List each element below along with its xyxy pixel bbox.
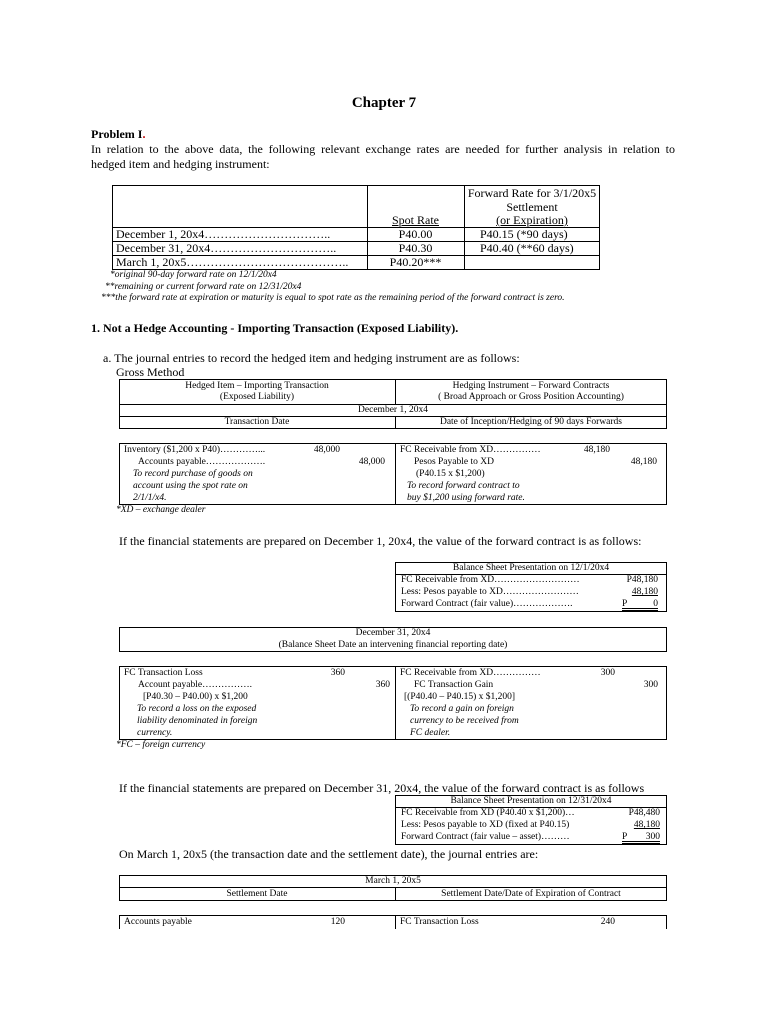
rate-row-spot: P40.30 bbox=[398, 241, 433, 255]
bs-amount: 0 bbox=[653, 599, 658, 609]
je-credit-amount: 300 bbox=[643, 680, 658, 690]
inception-date-label: Date of Inception/Hedging of 90 days Forwards bbox=[439, 417, 623, 427]
je-line: Inventory ($1,200 x P40)…………... bbox=[124, 445, 266, 455]
hedged-item-subtitle: (Exposed Liability) bbox=[219, 392, 295, 402]
je-line: Accounts payable………………. bbox=[138, 457, 266, 467]
je-explanation: currency. bbox=[137, 728, 173, 738]
je-note: *XD – exchange dealer bbox=[116, 505, 206, 515]
header-spot-rate: Spot Rate bbox=[392, 213, 439, 227]
je-explanation: To record a loss on the exposed bbox=[137, 704, 257, 714]
je-credit-amount: 48,180 bbox=[630, 457, 657, 467]
paragraph-a: a. The journal entries to record the hedged item and hedging instrument are as follows: bbox=[103, 351, 520, 365]
header-forward-rate-3: (or Expiration) bbox=[496, 213, 568, 227]
paragraph-d: On March 1, 20x5 (the transaction date and the settlement date), the journal entries are: bbox=[119, 847, 539, 861]
header-date: December 1, 20x4 bbox=[358, 405, 428, 415]
je3-divider bbox=[395, 915, 396, 929]
bs-amount: 48,180 bbox=[631, 587, 658, 597]
hedging-instrument-subtitle: ( Broad Approach or Gross Position Accounting) bbox=[438, 392, 624, 402]
header-date: December 31, 20x4 bbox=[355, 628, 431, 638]
problem-dot: . bbox=[142, 127, 146, 141]
je-explanation: FC dealer. bbox=[410, 728, 451, 738]
je3-top-line bbox=[119, 915, 667, 916]
rates-note-1: *original 90-day forward rate on 12/1/20x4 bbox=[110, 270, 277, 280]
paragraph-b: If the financial statements are prepared on December 1, 20x4, the value of the forward contract is as follows: bbox=[119, 534, 642, 548]
je-line: FC Transaction Loss bbox=[400, 917, 479, 927]
bs-line: FC Receivable from XD……………………… bbox=[401, 575, 580, 585]
je-line: FC Receivable from XD…………… bbox=[400, 668, 541, 678]
hedging-instrument-title: Hedging Instrument – Forward Contracts bbox=[452, 381, 610, 391]
header-forward-rate-2: Settlement bbox=[506, 200, 558, 214]
expiration-date-label: Settlement Date/Date of Expiration of Contract bbox=[441, 889, 621, 899]
rate-row-forward: P40.40 (**60 days) bbox=[480, 241, 574, 255]
header-date: March 1, 20x5 bbox=[365, 876, 421, 886]
rate-row-date: December 31, 20x4………………………….. bbox=[116, 241, 337, 255]
je-explanation: buy $1,200 using forward rate. bbox=[407, 493, 525, 503]
rate-row-date: March 1, 20x5………………………………….. bbox=[116, 255, 349, 269]
rates-note-2: **remaining or current forward rate on 12/31/20x4 bbox=[105, 282, 302, 292]
problem-heading bbox=[91, 127, 145, 141]
je-debit-amount: 48,180 bbox=[583, 445, 610, 455]
je-debit-amount: 48,000 bbox=[313, 445, 340, 455]
bs-line: Less: Pesos payable to XD (fixed at P40.15) bbox=[401, 820, 570, 830]
je-line: FC Transaction Loss bbox=[124, 668, 203, 678]
rate-row-date: December 1, 20x4………………………….. bbox=[116, 227, 331, 241]
bs-title: Balance Sheet Presentation on 12/31/20x4 bbox=[450, 796, 612, 806]
bs-currency: P bbox=[622, 599, 628, 609]
rates-note-3: ***the forward rate at expiration or maturity is equal to spot rate as the remaining period of the forward contract is zero. bbox=[101, 293, 565, 303]
rate-row-spot: P40.20*** bbox=[389, 255, 442, 269]
bs-amount: 48,180 bbox=[633, 820, 660, 830]
je-line: Pesos Payable to XD bbox=[414, 457, 494, 467]
je-line: FC Receivable from XD…………… bbox=[400, 445, 541, 455]
mar1-header-line bbox=[119, 887, 667, 888]
paragraph-c: If the financial statements are prepared on December 31, 20x4, the value of the forward contract is as follows bbox=[119, 781, 645, 795]
gross-method-label: Gross Method bbox=[116, 365, 185, 379]
problem-intro-line1: In relation to the above data, the following relevant exchange rates are needed for further analysis in relation to bbox=[91, 142, 675, 156]
chapter-title: Chapter 7 bbox=[351, 95, 417, 111]
je-credit-amount: 48,000 bbox=[358, 457, 385, 467]
bs-line: Less: Pesos payable to XD…………………… bbox=[401, 587, 579, 597]
settlement-date-label: Settlement Date bbox=[226, 889, 288, 899]
je-debit-amount: 360 bbox=[330, 668, 345, 678]
journal-entry-divider bbox=[395, 443, 396, 505]
transaction-date-label: Transaction Date bbox=[224, 417, 290, 427]
rate-row-forward: P40.15 (*90 days) bbox=[480, 227, 568, 241]
problem-intro-line2: hedged item and hedging instrument: bbox=[91, 157, 270, 171]
bs-total bbox=[622, 832, 660, 844]
je-explanation: To record purchase of goods on bbox=[133, 469, 253, 479]
section-1-title: 1. Not a Hedge Accounting - Importing Transaction (Exposed Liability). bbox=[91, 321, 459, 335]
bs-total bbox=[622, 599, 658, 611]
je-explanation: currency to be received from bbox=[410, 716, 519, 726]
je-line: Account payable……………. bbox=[138, 680, 252, 690]
je-credit-amount: 360 bbox=[375, 680, 390, 690]
je-line: FC Transaction Gain bbox=[414, 680, 494, 690]
bs-line: FC Receivable from XD (P40.40 x $1,200)… bbox=[401, 808, 575, 818]
bs-line: Forward Contract (fair value)………………. bbox=[401, 599, 573, 609]
je-line: [P40.30 – P40.00) x $1,200 bbox=[143, 692, 248, 702]
bs-amount: 300 bbox=[645, 832, 660, 842]
je3-left-edge bbox=[119, 915, 120, 929]
je-explanation: liability denominated in foreign bbox=[137, 716, 258, 726]
je-line: [(P40.40 – P40.15) x $1,200] bbox=[404, 692, 516, 702]
header-subtitle: (Balance Sheet Date an intervening financial reporting date) bbox=[278, 640, 508, 650]
journal-entry-divider-2 bbox=[395, 666, 396, 740]
bs-amount: P48,180 bbox=[626, 575, 658, 585]
je-line: (P40.15 x $1,200) bbox=[416, 469, 485, 479]
je-explanation: account using the spot rate on bbox=[133, 481, 248, 491]
bs-title: Balance Sheet Presentation on 12/1/20x4 bbox=[452, 563, 610, 573]
je-line: Accounts payable bbox=[124, 917, 192, 927]
bs-currency: P bbox=[622, 832, 628, 842]
je-debit-amount: 300 bbox=[600, 668, 615, 678]
je-explanation: To record forward contract to bbox=[407, 481, 520, 491]
je-explanation: To record a gain on foreign bbox=[410, 704, 514, 714]
je-debit-amount: 240 bbox=[600, 917, 615, 927]
je3-right-edge bbox=[666, 915, 667, 929]
hedged-item-title: Hedged Item – Importing Transaction bbox=[185, 381, 329, 391]
bs-line: Forward Contract (fair value – asset)……… bbox=[401, 832, 570, 842]
header-forward-rate-1: Forward Rate for 3/1/20x5 bbox=[467, 186, 597, 200]
rate-row-spot: P40.00 bbox=[398, 227, 433, 241]
bs-amount: P48,480 bbox=[628, 808, 660, 818]
problem-label: Problem I bbox=[91, 127, 143, 141]
je-explanation: 2/1/1/x4. bbox=[133, 493, 167, 503]
je-note: *FC – foreign currency bbox=[116, 740, 206, 750]
je-debit-amount: 120 bbox=[330, 917, 345, 927]
